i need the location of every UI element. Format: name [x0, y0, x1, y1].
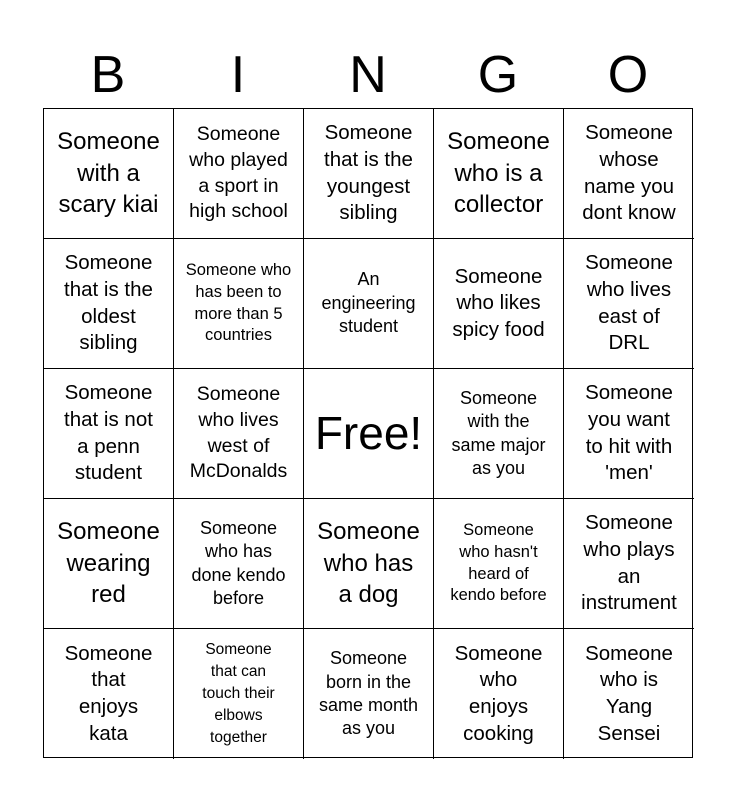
bingo-cell[interactable]: Someone who is Yang Sensei	[585, 641, 673, 745]
bingo-grid	[43, 108, 693, 758]
bingo-cell[interactable]: Someone with a scary kiai	[44, 109, 174, 239]
bingo-cell[interactable]: Someone that is the oldest sibling	[44, 239, 174, 369]
bingo-cell[interactable]: An engineering student	[304, 239, 434, 369]
bingo-cell[interactable]: Someone with the same major as you	[434, 369, 564, 499]
header-letter-n: N	[349, 46, 387, 104]
bingo-cell[interactable]: Someone who hasn't heard of kendo before	[434, 499, 564, 629]
header-letter-g: G	[477, 46, 519, 104]
bingo-cell[interactable]: Someone that is not a penn student	[44, 369, 174, 499]
bingo-cell[interactable]: Someone you want to hit with 'men'	[564, 369, 694, 499]
bingo-cell[interactable]: Someone born in the same month as you	[304, 629, 434, 759]
bingo-cell[interactable]: Someone who plays an instrument	[564, 499, 694, 629]
bingo-cell[interactable]: Someone who enjoys cooking	[434, 629, 564, 759]
bingo-cell[interactable]: Someone who played a sport in high school	[174, 109, 304, 239]
free-space[interactable]: Free!	[304, 369, 434, 499]
bingo-cell[interactable]: Someone who lives east of DRL	[564, 239, 694, 369]
bingo-cell[interactable]: Someone that can touch their elbows together	[174, 629, 304, 759]
bingo-cell[interactable]: Someone who is a collector	[434, 109, 564, 239]
bingo-cell[interactable]: Someone who lives west of McDonalds	[174, 369, 304, 499]
bingo-cell[interactable]: Someone wearing red	[44, 499, 174, 629]
bingo-cell[interactable]: Someone who likes spicy food	[434, 239, 564, 369]
header-letter-o: O	[607, 46, 649, 104]
bingo-cell[interactable]: Someone who has done kendo before	[174, 499, 304, 629]
bingo-cell[interactable]: Someone that enjoys kata	[44, 629, 174, 759]
header-letter-b: B	[90, 46, 126, 104]
bingo-cell[interactable]: Someone who has been to more than 5 countries	[174, 239, 304, 369]
bingo-cell[interactable]: Someone that is the youngest sibling	[304, 109, 434, 239]
bingo-header	[43, 42, 693, 108]
header-letter-i: I	[230, 46, 246, 104]
bingo-cell[interactable]: Someone who has a dog	[304, 499, 434, 629]
bingo-cell[interactable]: Someone whose name you dont know	[564, 109, 694, 239]
